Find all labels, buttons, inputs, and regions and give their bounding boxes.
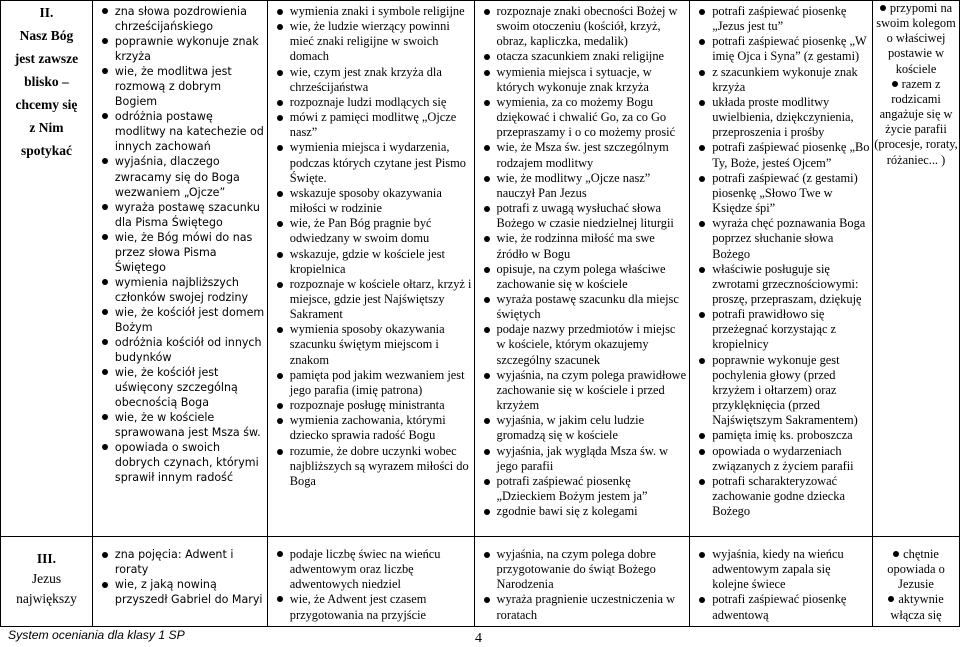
section-title-line: Jezus [31,571,62,586]
list-item: opowiada o swoich dobrych czynach, którymi sprawił innym radość [93,440,265,485]
section-title-line: spotykać [20,143,72,158]
list-item: zgodnie bawi się z kolegami [475,504,688,519]
list-item: podaje nazwy przedmiotów i miejsc w kościele, którym okazujemy szczególny szacunek [475,322,688,367]
requirements-list [268,1,474,489]
list-item: zna pojęcia: Adwent i roraty [93,547,265,577]
list-item: opisuje, na czym polega właściwe zachowanie się w kościele [475,262,688,292]
list-item: podaje liczbę świec na wieńcu adwentowym oraz liczbę adwentowych niedziel [268,547,472,592]
list-item: rozpoznaje znaki obecności Bożej w swoim otoczeniu (kościół, krzyż, obraz, kapliczka, medalik) [475,4,688,49]
requirements-cell-4 [690,1,873,537]
list-item: potrafi prawidłowo się przeżegnać korzystając z kropielnicy [690,307,870,352]
list-item: wyjaśnia, na czym polega prawidłowe zachowanie się w kościele i przed krzyżem [475,368,688,413]
list-item: odróżnia kościół od innych budynków [93,335,265,365]
list-item: wymienia miejsca i sytuacje, w których wykonuje znak krzyża [475,65,688,95]
list-item: poprawnie wykonuje gest pochylenia głowy (przed krzyżem i ołtarzem) oraz przyklęknięcia (przed Najświętszym Sakramentem) [690,353,870,429]
requirements-cell-2 [267,1,474,537]
list-item: wymienia znaki i symbole religijne [268,4,472,19]
list-item: otacza szacunkiem znaki religijne [475,49,688,64]
list-item: przypomi na swoim kolegom o właściwej postawie w kościele [873,1,959,77]
list-item: potrafi zaśpiewać piosenkę „Jezus jest tu” [690,4,870,34]
list-item: wie, że Msza św. jest szczególnym rodzajem modlitwy [475,140,688,170]
list-item: wyjaśnia, dlaczego zwracamy się do Boga wezwaniem „Ojcze” [93,154,265,199]
requirements-list [690,537,872,623]
list-item: wie, że Pan Bóg pragnie być odwiedzany w swoim domu [268,216,472,246]
section-title-line: chcemy się [15,97,78,112]
requirements-cell-3 [474,537,690,627]
list-item: razem z rodzicami angażuje się w życie parafii (procesje, roraty, różaniec... ) [874,76,958,167]
list-item: wie, że modlitwy „Ojcze nasz” nauczył Pan Jezus [475,171,688,201]
list-item: aktywnie włącza się [873,592,959,622]
requirements-list [475,537,690,623]
list-item: wskazuje, gdzie w kościele jest kropielnica [268,247,472,277]
list-item: opowiada o wydarzeniach związanych z życiem parafii [690,444,870,474]
section-title-line: Nasz Bóg [19,28,74,43]
list-item: poprawnie wykonuje znak krzyża [93,34,265,64]
list-item: wymienia sposoby okazywania szacunku świętym miejscom i znakom [268,322,472,367]
list-item: z szacunkiem wykonuje znak krzyża [690,65,870,95]
list-item: rozpoznaje w kościele ołtarz, krzyż i miejsce, gdzie jest Najświętszy Sakrament [268,277,472,322]
list-item: chętnie opowiada o Jezusie [873,547,959,592]
list-item: pamięta imię ks. proboszcza [690,428,870,443]
section-title-line: blisko – [24,74,69,89]
requirements-cell-5 [873,537,960,627]
list-item: wymienia zachowania, którymi dziecko sprawia radość Bogu [268,413,472,443]
list-item: wie, że modlitwa jest rozmową z dobrym Bogiem [93,64,265,109]
section-title-cell [1,1,93,537]
list-item: wyraża chęć poznawania Boga poprzez słuchanie słowa Bożego [690,216,870,261]
list-item: wyjaśnia, w jakim celu ludzie gromadzą się w kościele [475,413,688,443]
section-title-line: z Nim [29,120,64,135]
list-item: odróżnia postawę modlitwy na katechezie od innych zachowań [93,109,265,154]
requirements-list [690,1,872,519]
list-item: wie, że ludzie wierzący powinni mieć znaki religijne w swoich domach [268,19,472,64]
list-item: wie, czym jest znak krzyża dla chrześcijaństwa [268,65,472,95]
requirements-cell-5 [873,1,960,537]
list-item: właściwie posługuje się zwrotami grzecznościowymi: proszę, przepraszam, dziękuję [690,262,870,307]
list-item: układa proste modlitwy uwielbienia, dziękczynienia, przeproszenia i prośby [690,95,870,140]
requirements-cell-4 [690,537,873,627]
table-row [1,537,960,627]
list-item: potrafi scharakteryzować zachowanie godne dziecka Bożego [690,474,870,519]
requirements-cell-3 [474,1,690,537]
list-item: potrafi zaśpiewać piosenkę „W imię Ojca i Syna” (z gestami) [690,34,870,64]
list-item: wyraża pragnienie uczestniczenia w roratach [475,592,688,622]
list-item: wie, że Bóg mówi do nas przez słowa Pisma Świętego [93,230,265,275]
list-item: rozpoznaje posługę ministranta [268,398,472,413]
list-item: mówi z pamięci modlitwę „Ojcze nasz” [268,110,472,140]
section-number: III. [36,551,57,566]
list-item: zna słowa pozdrowienia chrześcijańskiego [93,4,265,34]
section-title-cell [1,537,93,627]
list-item: wie, że kościół jest domem Bożym [93,305,265,335]
list-item: potrafi zaśpiewać piosenkę „Bo Ty, Boże, jesteś Ojcem” [690,140,870,170]
requirements-cell-2 [267,537,474,627]
requirements-list [873,1,959,168]
list-item: potrafi zaśpiewać (z gestami) piosenkę „Słowo Twe w Księdze śpi” [690,171,870,216]
requirements-list [268,537,474,623]
list-item: wyjaśnia, na czym polega dobre przygotowanie do świąt Bożego Narodzenia [475,547,688,592]
list-item: wyraża postawę szacunku dla miejsc świętych [475,292,688,322]
list-item: wie, że Adwent jest czasem przygotowania na przyjście [268,592,472,622]
list-item: wie, że rodzinna miłość ma swe źródło w Bogu [475,231,688,261]
list-item: potrafi z uwagą wysłuchać słowa Bożego w czasie niedzielnej liturgii [475,201,688,231]
list-item: wie, że kościół jest uświęcony szczególną obecnością Boga [93,365,265,410]
requirements-list [475,1,690,519]
requirements-list [93,1,267,486]
requirements-cell-1 [92,537,267,627]
list-item: wskazuje sposoby okazywania miłości w rodzinie [268,186,472,216]
list-item: wymienia, za co możemy Bogu dziękować i chwalić Go, za co Go przepraszamy i o co możemy prosić [475,95,688,140]
list-item: wie, że w kościele sprawowana jest Msza św. [93,410,265,440]
list-item: pamięta pod jakim wezwaniem jest jego parafia (imię patrona) [268,368,472,398]
section-title-line: największy [16,591,77,606]
footer-text: System oceniania dla klasy 1 SP [8,628,185,642]
list-item: potrafi zaśpiewać piosenkę „Dzieckiem Bożym jestem ja” [475,474,688,504]
list-item: rozpoznaje ludzi modlących się [268,95,472,110]
table-row [1,1,960,537]
list-item: wymienia najbliższych członków swojej rodziny [93,275,265,305]
list-item: wyjaśnia, kiedy na wieńcu adwentowym zapala się kolejne świece [690,547,870,592]
list-item: rozumie, że dobre uczynki wobec najbliższych są wyrazem miłości do Boga [268,444,472,489]
list-item: wie, z jaką nowiną przyszedł Gabriel do Maryi [93,577,265,607]
section-number: II. [39,5,54,20]
requirements-list [93,537,267,607]
list-item: wyjaśnia, jak wygląda Msza św. w jego parafii [475,444,688,474]
list-item: potrafi zaśpiewać piosenkę adwentową [690,592,870,622]
requirements-cell-1 [92,1,267,537]
list-item: wymienia miejsca i wydarzenia, podczas których czytane jest Pismo Święte. [268,140,472,185]
section-title-line: jest zawsze [14,51,79,66]
list-item: wyraża postawę szacunku dla Pisma Świętego [93,200,265,230]
requirements-list [873,537,959,623]
page-number: 4 [475,631,482,646]
